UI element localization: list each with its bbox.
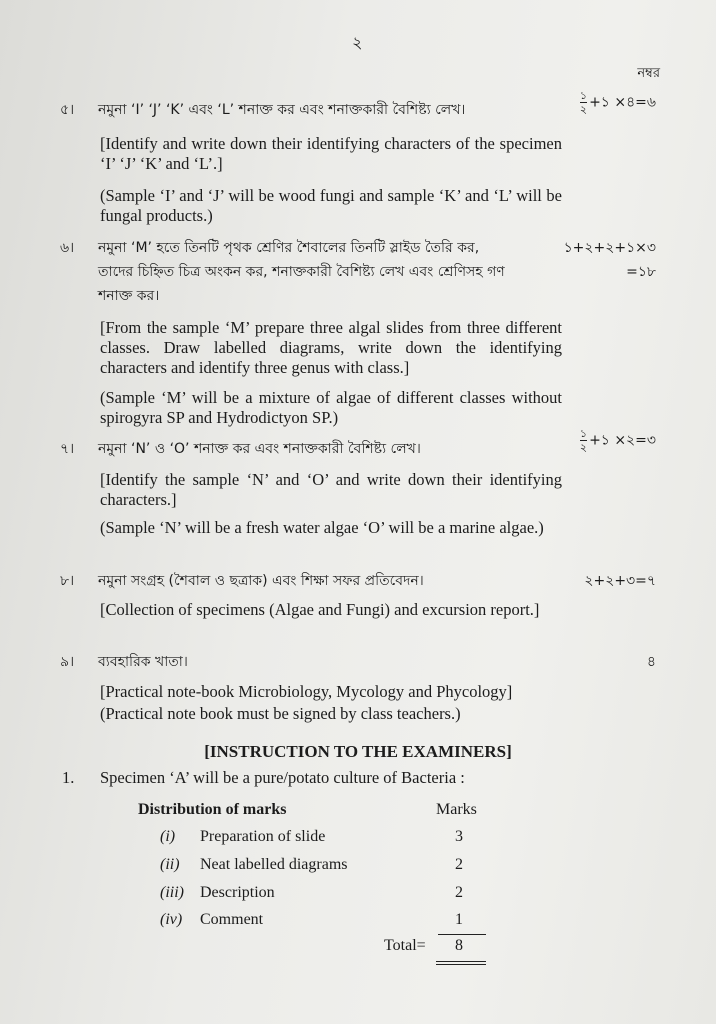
fraction: $\frac{১}{২}$ [579,89,588,116]
question-marks: $\frac{১}{২}$ +১ ×২=৩ [579,427,656,454]
fraction: $\frac{১}{২}$ [579,427,588,454]
sum-rule [438,934,486,935]
distribution-header: Distribution of marks [138,801,287,818]
question-bengali: নমুনা ‘I’ ‘J’ ‘K’ এবং ‘L’ শনাক্ত কর এবং শনাক্তকারী বৈশিষ্ট্য লেখ। [98,102,466,118]
question-english: [Collection of specimens (Algae and Fungi) and excursion report.] [100,600,540,619]
question-marks-total: =১৮ [626,264,656,280]
total-label: Total= [384,937,426,954]
distribution-row: (i) Preparation of slide [160,828,326,845]
question-note: (Sample ‘N’ will be a fresh water algae ‘O’ will be a marine algae.) [100,518,544,537]
distribution-row: (iii) Description [160,884,275,901]
question-english: [Identify the sample ‘N’ and ‘O’ and write down their identifying characters.] [100,470,562,509]
question-english: [From the sample ‘M’ prepare three algal slides from three different classes. Draw labelled diagrams, write down the identifying characters and identify three genus with class.] [100,318,562,377]
page-number: ২ [352,33,363,52]
question-number: ৯। [60,654,75,670]
question-note: (Practical note book must be signed by class teachers.) [100,704,461,723]
distribution-mark: 2 [455,856,463,873]
question-marks: ২+২+৩=৭ [584,573,656,589]
total-underline [436,964,486,965]
question-bengali: নমুনা সংগ্রহ (শৈবাল ও ছত্রাক) এবং শিক্ষা সফর প্রতিবেদন। [98,573,424,589]
instruction-item-text: Specimen ‘A’ will be a pure/potato culture of Bacteria : [100,768,465,787]
question-bengali-line: তাদের চিহ্নিত চিত্র অংকন কর, শনাক্তকারী বৈশিষ্ট্য লেখ এবং শ্রেণিসহ গণ [98,264,505,280]
instructions-heading: [INSTRUCTION TO THE EXAMINERS] [204,742,512,761]
question-english: [Practical note-book Microbiology, Mycology and Phycology] [100,682,513,701]
question-note: (Sample ‘M’ will be a mixture of algae of different classes without spirogyra SP and Hydrodictyon SP.) [100,388,562,427]
question-marks: $\frac{১}{২}$ +১ ×৪=৬ [579,89,656,116]
distribution-row: (ii) Neat labelled diagrams [160,856,348,873]
question-number: ৬। [60,240,75,256]
marks-header: Marks [436,801,477,818]
question-number: ৮। [60,573,75,589]
question-bengali: নমুনা ‘N’ ও ‘O’ শনাক্ত কর এবং শনাক্তকারী বৈশিষ্ট্য লেখ। [98,441,421,457]
question-number: ৫। [60,102,75,118]
question-english: [Identify and write down their identifying characters of the specimen ‘I’ ‘J’ ‘K’ and ‘L’.] [100,134,562,173]
distribution-mark: 3 [455,828,463,845]
question-number: ৭। [60,441,75,457]
total-underline [436,961,486,962]
question-marks: ১+২+২+১×৩ [563,240,656,256]
question-marks: ৪ [646,654,656,670]
instruction-item-number: 1. [62,768,75,787]
marks-column-label: নম্বর [637,66,660,81]
question-bengali-line: শনাক্ত কর। [98,288,160,304]
distribution-row: (iv) Comment [160,911,264,928]
distribution-mark: 2 [455,884,463,901]
question-note: (Sample ‘I’ and ‘J’ will be wood fungi and sample ‘K’ and ‘L’ will be fungal products.) [100,186,562,225]
distribution-mark: 1 [455,911,463,928]
total-value: 8 [455,937,463,954]
question-bengali-line: নমুনা ‘M’ হতে তিনটি পৃথক শ্রেণির শৈবালের তিনটি স্লাইড তৈরি কর, [98,240,480,256]
question-bengali: ব্যবহারিক খাতা। [98,654,188,670]
